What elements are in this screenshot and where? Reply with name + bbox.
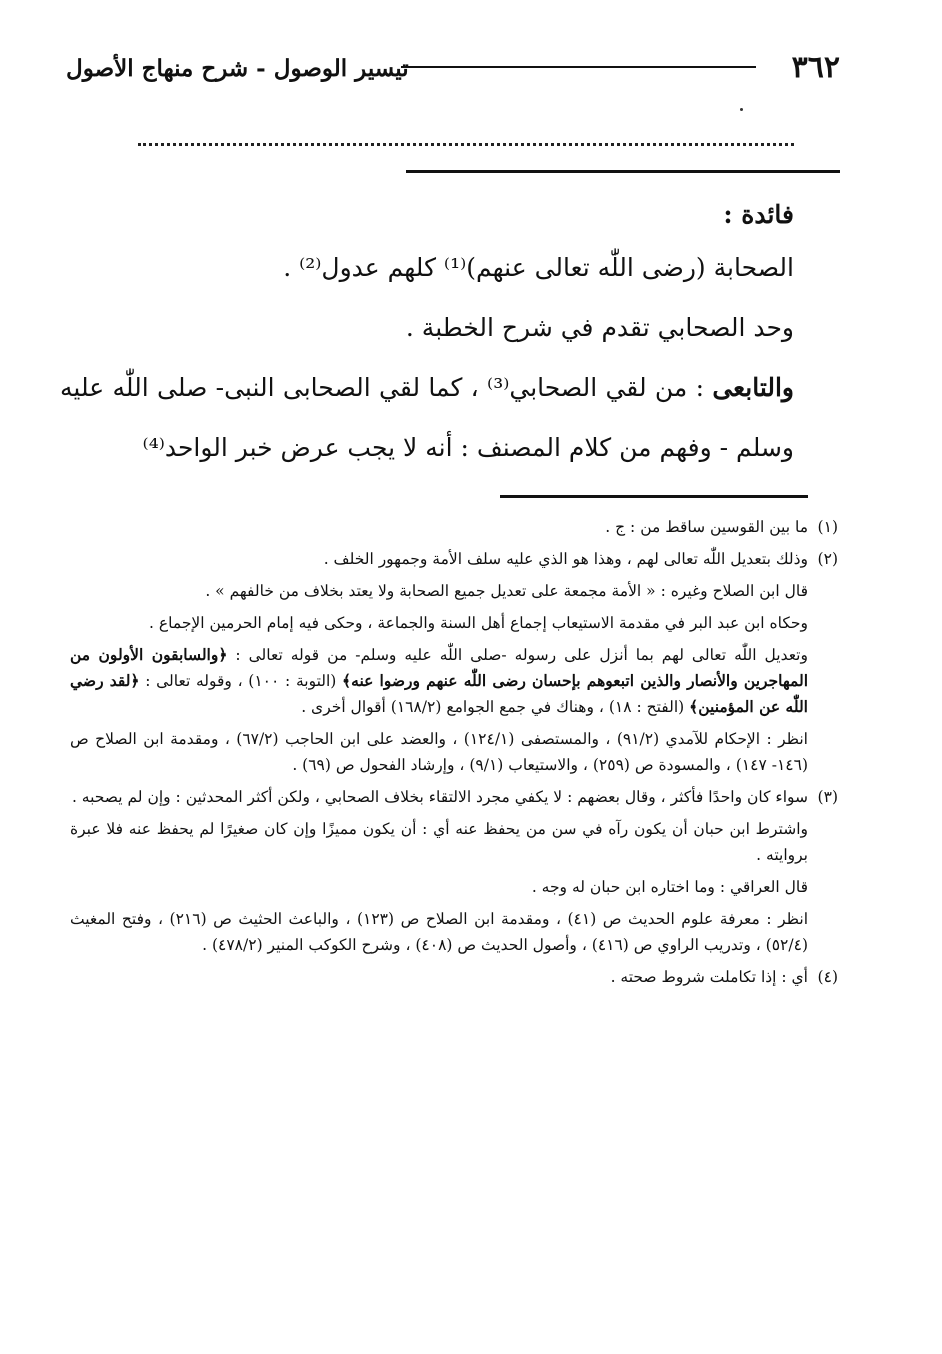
footnote-text: أي : إذا تكاملت شروط صحته . <box>610 968 808 986</box>
footnote-text: ما بين القوسين ساقط من : ج . <box>605 518 808 536</box>
footnote-2-ibn-abd-al-barr: وحكاه ابن عبد البر في مقدمة الاستيعاب إجماع أهل السنة والجماعة ، وحكى فيه إمام الحرمين الإجماع . <box>149 614 808 632</box>
ellipsis-dots-line <box>138 143 794 146</box>
stray-dot <box>740 108 743 111</box>
footnote-2-references: انظر : الإحكام للآمدي (٩١/٢) ، والمستصفى (١٢٤/١) ، والعضد على ابن الحاجب (٦٧/٢) ، ومقدمة ابن الصلاح ص (١٤٦- ١٤٧) ، والمسودة ص (٢٥٩) ، والاستيعاب (٩/١) ، وإرشاد الفحول ص (٦٩) . <box>70 730 808 774</box>
footnote-3 <box>70 784 838 810</box>
paragraph-companions: الصحابة (رضى اللّٰه تعالى عنهم)⁽¹⁾ كلهم عدول⁽²⁾ . <box>283 253 794 282</box>
paragraph-companion-definition: وحد الصحابي تقدم في شرح الخطبة . <box>405 313 794 342</box>
footnote-text: وتعديل اللّٰه تعالى لهم بما أنزل على رسوله -صلى اللّٰه عليه وسلم- من قوله تعالى : <box>227 646 808 664</box>
footnote-number: (١) <box>817 518 838 536</box>
successor-term: والتابعى <box>712 373 794 402</box>
footnote-2-quran-evidence <box>70 642 838 720</box>
footnote-number: (٣) <box>817 788 838 806</box>
footnotes <box>70 514 838 996</box>
footnote-number: (٢) <box>817 550 838 568</box>
main-text <box>60 192 794 478</box>
footnote-4 <box>70 964 838 990</box>
section-rule <box>406 170 840 173</box>
quran-quote: ﴿والسابقون الأولون من المهاجرين والأنصار والذين اتبعوهم بإحسان رضى اللّٰه عنهم ورضوا عنه﴾ <box>70 645 808 690</box>
section-heading: فائدة : <box>723 200 794 229</box>
footnote-3-iraqi: قال العراقي : وما اختاره ابن حبان له وجه . <box>531 878 808 896</box>
page-header <box>66 48 840 92</box>
paragraph-successor <box>60 358 794 478</box>
footnote-number: (٤) <box>817 968 838 986</box>
footnote-text: سواء كان واحدًا فأكثر ، وقال بعضهم : لا يكفي مجرد الالتقاء بخلاف الصحابي ، ولكن أكثر المحدثين : وإن لم يصحبه . <box>71 788 808 806</box>
page-number: ٣٦٢ <box>791 50 840 85</box>
header-rule <box>401 66 756 68</box>
footnote-3-references: انظر : معرفة علوم الحديث ص (٤١) ، ومقدمة ابن الصلاح ص (١٢٣) ، والباعث الحثيث ص (٢١٦) ، وفتح المغيث (٥٢/٤) ، وتدريب الراوي ص (٤١٦) ، وأصول الحديث ص (٤٠٨) ، وشرح الكوكب المنير (٤٧٨/٢) . <box>70 910 809 954</box>
footnote-text: (الفتح : ١٨) ، وهناك في جمع الجوامع (١٦٨/٢) أقوال أخرى . <box>301 698 690 716</box>
footnote-2-ibn-salah: قال ابن الصلاح وغيره : « الأمة مجمعة على تعديل جميع الصحابة ولا يعتد بخلاف من خالفهم » . <box>205 582 808 600</box>
quran-quote: ﴿لقد رضي اللّٰه عن المؤمنين﴾ <box>70 671 808 716</box>
footnote-text: وذلك بتعديل اللّٰه تعالى لهم ، وهذا هو الذي عليه سلف الأمة وجمهور الخلف . <box>323 550 808 568</box>
footnote-separator <box>500 495 808 498</box>
successor-definition: : من لقي الصحابي⁽³⁾ ، كما لقي الصحابى النبى- صلى اللّٰه عليه وسلم - وفهم من كلام المصنف : أنه لا يجب عرض خبر الواحد⁽⁴⁾ <box>60 373 794 462</box>
footnote-text: (التوبة : ١٠٠) ، وقوله تعالى : <box>139 672 343 690</box>
footnote-3-ibn-hibban: واشترط ابن حبان أن يكون رآه في سن من يحفظ عنه أي : أن يكون مميزًا وإن كان صغيرًا لم يحفظ عنه فلا عبرة بروايته . <box>70 820 808 864</box>
footnote-2 <box>70 546 838 572</box>
footnote-1 <box>70 514 838 540</box>
running-title: تيسير الوصول - شرح منهاج الأصول <box>66 55 409 82</box>
